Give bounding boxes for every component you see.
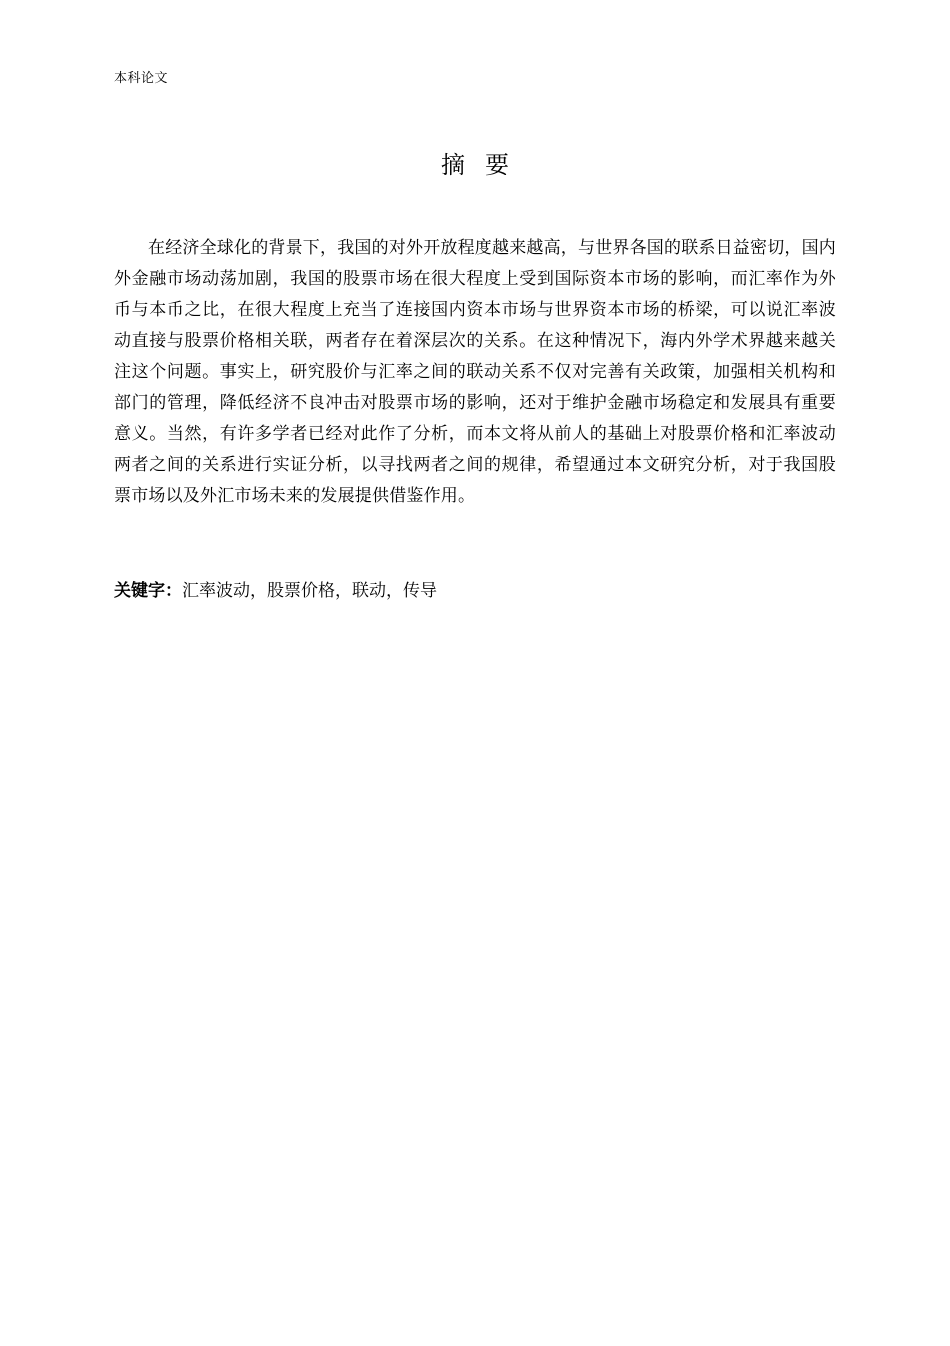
keywords-value: 汇率波动，股票价格，联动，传导	[182, 581, 437, 601]
document-header-label: 本科论文	[114, 71, 169, 86]
abstract-title: 摘要	[441, 151, 529, 180]
abstract-paragraph: 在经济全球化的背景下，我国的对外开放程度越来越高，与世界各国的联系日益密切，国内外金融市场动荡加剧，我国的股票市场在很大程度上受到国际资本市场的影响，而汇率作为外币与本币之比，在很大程度上充当了连接国内资本市场与世界资本市场的桥梁，可以说汇率波动直接与股票价格相关联，两者存在着深层次的关系。在这种情况下，海内外学术界越来越关注这个问题。事实上，研究股价与汇率之间的联动关系不仅对完善有关政策，加强相关机构和部门的管理，降低经济不良冲击对股票市场的影响，还对于维护金融市场稳定和发展具有重要意义。当然，有许多学者已经对此作了分析，而本文将从前人的基础上对股票价格和汇率波动两者之间的关系进行实证分析，以寻找两者之间的规律，希望通过本文研究分析，对于我国股票市场以及外汇市场未来的发展提供借鉴作用。	[114, 238, 836, 506]
keywords-line	[114, 576, 836, 607]
keywords-label: 关键字：	[114, 581, 182, 601]
